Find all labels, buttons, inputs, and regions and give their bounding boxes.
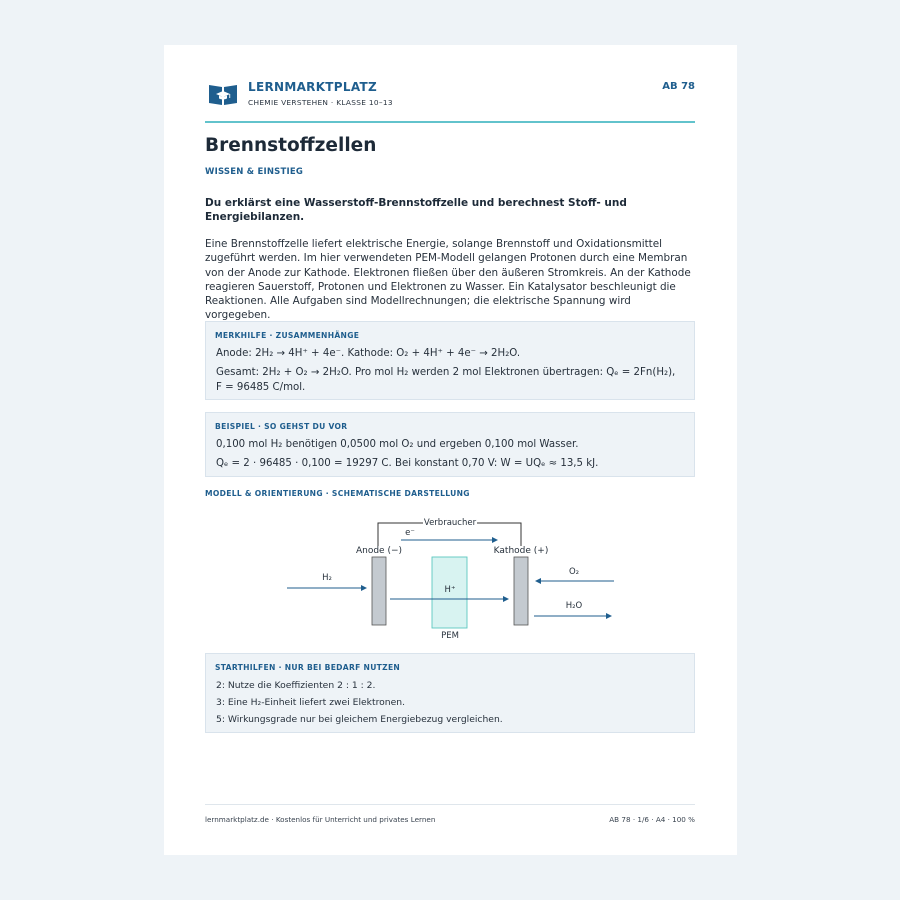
- anode-label: Anode (−): [355, 546, 403, 556]
- sheet-number: AB 78: [662, 81, 695, 92]
- page-title: Brennstoffzellen: [205, 135, 377, 156]
- beispiel-line-2: Qₑ = 2 · 96485 · 0,100 = 19297 C. Bei konstant 0,70 V: W = UQₑ ≈ 13,5 kJ.: [216, 458, 599, 469]
- section-kicker: WISSEN & EINSTIEG: [205, 167, 303, 177]
- brand-name: LERNMARKTPLATZ: [248, 80, 377, 94]
- merkhilfe-title: MERKHILFE · ZUSAMMENHÄNGE: [215, 331, 360, 340]
- pem-label: PEM: [441, 631, 459, 641]
- lead-text: Du erklärst eine Wasserstoff-Brennstoffzelle und berechnest Stoff- und Energiebilanzen.: [205, 197, 627, 223]
- beispiel-line-1: 0,100 mol H₂ benötigen 0,0500 mol O₂ und ergeben 0,100 mol Wasser.: [216, 439, 579, 450]
- merkhilfe-line-1: Anode: 2H₂ → 4H⁺ + 4e⁻. Kathode: O₂ + 4H⁺ + 4e⁻ → 2H₂O.: [216, 348, 521, 359]
- electron-label: e⁻: [405, 528, 415, 538]
- beispiel-title: BEISPIEL · SO GEHST DU VOR: [215, 422, 348, 431]
- hints-title: STARTHILFEN · NUR BEI BEDARF NUTZEN: [215, 663, 401, 672]
- worksheet-page: [164, 45, 737, 855]
- hint-item: 5: Wirkungsgrade nur bei gleichem Energiebezug vergleichen.: [216, 714, 503, 725]
- beispiel-box: [205, 412, 695, 477]
- intro-paragraph: Eine Brennstoffzelle liefert elektrische Energie, solange Brennstoff und Oxidationsmittel zugeführt werden. Im hier verwendeten PEM-Modell gelangen Protonen durch eine Membran von der Anode zur Kathode. Elektronen fließen über den äußeren Stromkreis. An der Kathode reagieren Sauerstoff, Protonen und Elektronen zu Wasser. Ein Katalysator beschleunigt die Reaktionen. Alle Aufgaben sind Modellrechnungen; die elektrische Spannung wird vorgegeben.: [205, 238, 691, 322]
- footer-divider: [205, 804, 695, 805]
- footer-source: lernmarktplatz.de · Kostenlos für Unterricht und privates Lernen: [205, 815, 436, 824]
- brand-subtitle: CHEMIE VERSTEHEN · KLASSE 10–13: [248, 98, 393, 107]
- hints-box: [205, 653, 695, 733]
- oxygen-label: O₂: [568, 567, 580, 577]
- diagram-title: MODELL & ORIENTIERUNG · SCHEMATISCHE DARSTELLUNG: [205, 489, 470, 498]
- hint-item: 2: Nutze die Koeffizienten 2 : 1 : 2.: [216, 680, 376, 691]
- merkhilfe-box: [205, 321, 695, 400]
- water-label: H₂O: [565, 601, 583, 611]
- merkhilfe-line-2: Gesamt: 2H₂ + O₂ → 2H₂O. Pro mol H₂ werden 2 mol Elektronen übertragen: Qₑ = 2Fn(H₂), F = 96485 C/mol.: [216, 367, 676, 393]
- book-graduation-cap-icon: [208, 82, 238, 106]
- cathode-electrode: [514, 557, 528, 625]
- proton-label: H⁺: [444, 585, 456, 595]
- hint-item: 3: Eine H₂-Einheit liefert zwei Elektronen.: [216, 697, 406, 708]
- hydrogen-label: H₂: [322, 573, 332, 583]
- fuel-cell-diagram: [205, 510, 695, 650]
- anode-electrode: [372, 557, 386, 625]
- header-divider: [205, 121, 695, 123]
- consumer-label: Verbraucher: [423, 518, 477, 528]
- cathode-label: Kathode (+): [493, 546, 549, 556]
- footer-page-info: AB 78 · 1/6 · A4 · 100 %: [609, 815, 695, 824]
